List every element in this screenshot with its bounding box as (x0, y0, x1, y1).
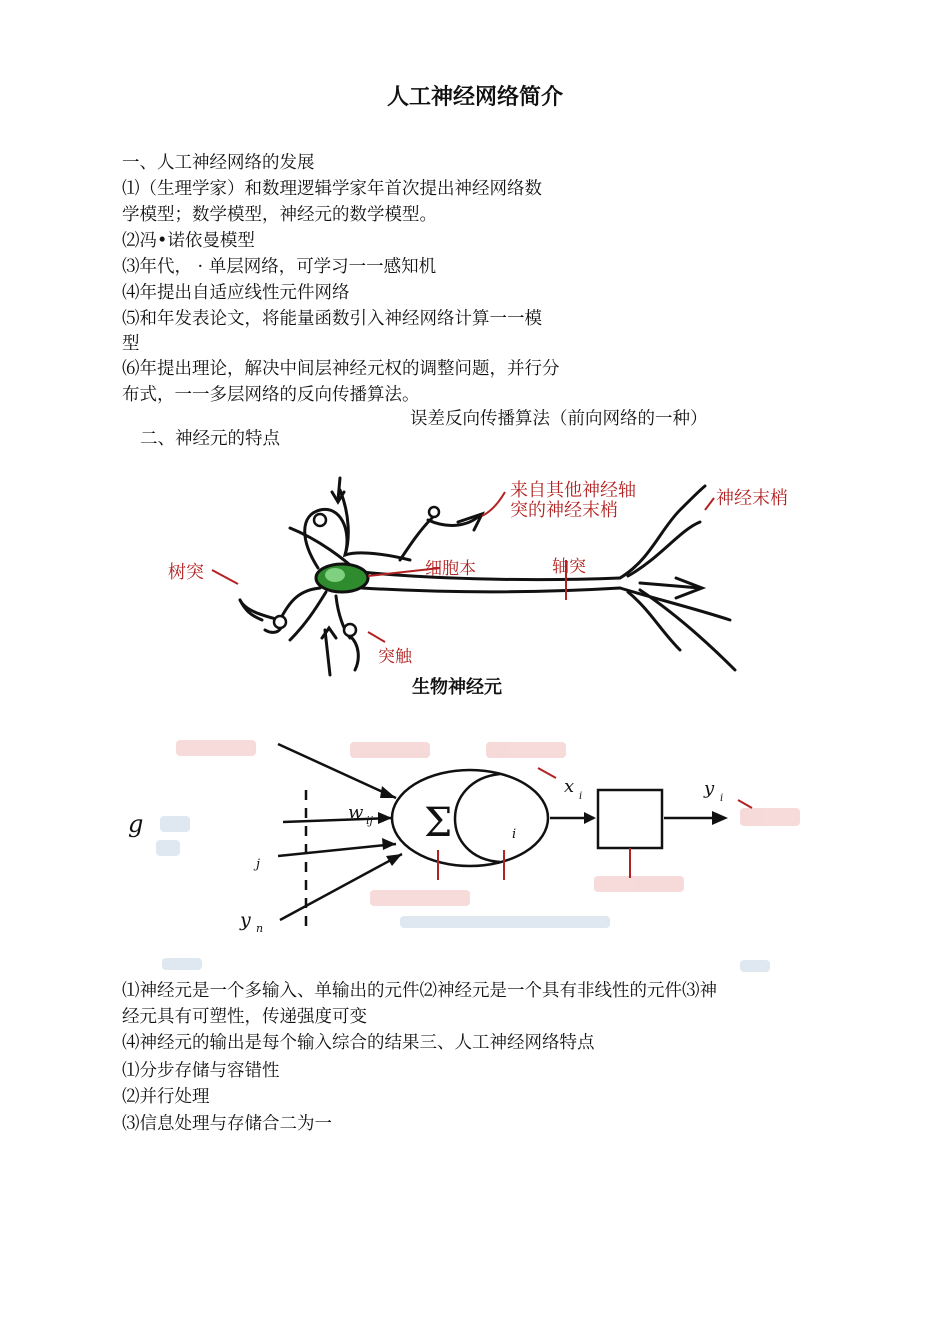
bio-diagram-caption: 生物神经元 (412, 677, 502, 698)
left-glyph: g (128, 810, 144, 838)
x-label: x (564, 776, 575, 797)
input-n-subscript: n (256, 922, 264, 935)
bp-note: 误差反向传播算法（前向网络的一种） (410, 409, 708, 429)
paragraph-5-line-1: ⑸和年发表论文，将能量函数引入神经网络计算一一模 (122, 309, 542, 329)
ann-feature-3: ⑶信息处理与存储合二为一 (122, 1114, 332, 1134)
biological-neuron-diagram (0, 460, 950, 710)
sum-symbol: Σ (424, 800, 453, 846)
paragraph-6-line-1: ⑹年提出理论，解决中间层神经元权的调整问题，并行分 (122, 359, 560, 379)
features-line-3: ⑷神经元的输出是每个输入综合的结果三、人工神经网络特点 (122, 1033, 595, 1053)
y-label: y (704, 778, 715, 799)
features-line-1: ⑴神经元是一个多输入、单输出的元件⑵神经元是一个具有非线性的元件⑶神 (122, 981, 717, 1001)
paragraph-2: ⑵冯•诺依曼模型 (122, 231, 255, 251)
paragraph-1-line-2: 学模型；数学模型，神经元的数学模型。 (122, 205, 437, 225)
ann-feature-1: ⑴分步存储与容错性 (122, 1061, 280, 1081)
y-subscript: i (720, 793, 724, 804)
label-other-axon-line-1: 来自其他神经轴 (510, 480, 636, 501)
label-dendrite: 树突 (168, 562, 204, 583)
paragraph-6-line-2: 布式，一一多层网络的反向传播算法。 (122, 385, 420, 405)
paragraph-4: ⑷年提出自适应线性元件网络 (122, 283, 350, 303)
label-nerve-ending: 神经末梢 (716, 488, 788, 509)
paragraph-5-line-2: 型 (122, 334, 140, 354)
weight-subscript: ij (366, 814, 373, 827)
x-subscript: i (579, 791, 583, 802)
page-title: 人工神经网络简介 (386, 85, 563, 110)
input-j-label: j (256, 857, 261, 872)
label-other-axon-line-2: 突的神经末梢 (510, 500, 618, 521)
paragraph-1-line-1: ⑴（生理学家）和数理逻辑学家年首次提出神经网络数 (122, 179, 542, 199)
paragraph-3: ⑶年代， · 单层网络，可学习一一感知机 (122, 257, 437, 277)
artificial-neuron-model-diagram (0, 720, 950, 980)
input-n-label: y (240, 909, 251, 931)
label-cell-body: 细胞本 (425, 559, 476, 579)
section2-heading: 二、神经元的特点 (140, 429, 280, 449)
weight-label: w (348, 802, 364, 823)
inner-i-label: i (512, 827, 517, 842)
features-line-2: 经元具有可塑性，传递强度可变 (122, 1007, 367, 1027)
label-synapse: 突触 (378, 647, 412, 667)
ann-feature-2: ⑵并行处理 (122, 1087, 210, 1107)
section1-heading: 一、人工神经网络的发展 (122, 153, 315, 173)
label-axon: 轴突 (552, 557, 586, 577)
